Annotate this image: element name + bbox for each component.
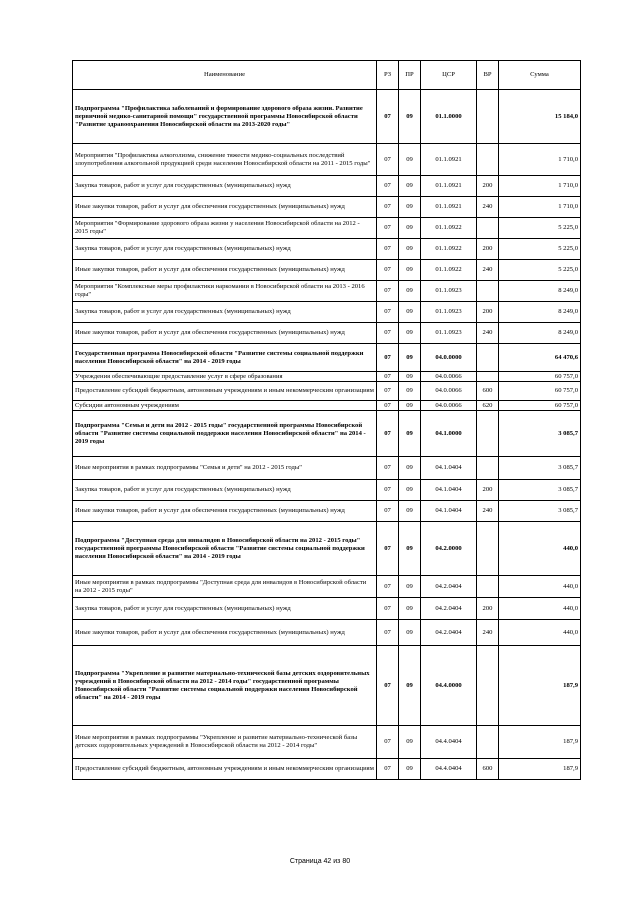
cell-sum: 1 710,0 — [499, 197, 581, 218]
cell-csr: 01.1.0000 — [421, 90, 477, 144]
cell-name: Предоставление субсидий бюджетным, автономным учреждениям и иным некоммерческим организациям — [73, 382, 377, 401]
table-row — [73, 90, 581, 144]
cell-pr: 09 — [399, 372, 421, 382]
cell-vr: 200 — [477, 480, 499, 501]
header-csr: ЦСР — [421, 61, 477, 90]
cell-vr — [477, 90, 499, 144]
cell-sum: 1 710,0 — [499, 144, 581, 176]
cell-vr — [477, 726, 499, 759]
cell-csr: 04.1.0404 — [421, 457, 477, 480]
cell-sum: 1 710,0 — [499, 176, 581, 197]
cell-csr: 01.1.0921 — [421, 144, 477, 176]
cell-vr — [477, 144, 499, 176]
cell-rz: 07 — [377, 176, 399, 197]
cell-sum: 8 249,0 — [499, 281, 581, 302]
cell-rz: 07 — [377, 401, 399, 411]
cell-sum: 5 225,0 — [499, 239, 581, 260]
cell-pr: 09 — [399, 302, 421, 323]
cell-rz: 07 — [377, 281, 399, 302]
cell-csr: 04.2.0404 — [421, 576, 477, 598]
cell-rz: 07 — [377, 480, 399, 501]
cell-csr: 04.0.0066 — [421, 372, 477, 382]
table-row — [73, 726, 581, 759]
cell-rz: 07 — [377, 576, 399, 598]
cell-name: Подпрограмма "Укрепление и развитие материально-технической базы детских оздоровительных учреждений в Новосибирской области на 2012 - 2014 годы" государственной программы Новосибирской области "Развитие системы социальной поддержки населения Новосибирской области" на 2014 - 2019 годы — [73, 646, 377, 726]
cell-pr: 09 — [399, 726, 421, 759]
cell-pr: 09 — [399, 598, 421, 620]
cell-sum: 187,9 — [499, 759, 581, 780]
table-row — [73, 576, 581, 598]
cell-name: Иные закупки товаров, работ и услуг для обеспечения государственных (муниципальных) нужд — [73, 323, 377, 344]
cell-pr: 09 — [399, 382, 421, 401]
cell-rz: 07 — [377, 372, 399, 382]
cell-csr: 01.1.0923 — [421, 323, 477, 344]
table-row — [73, 598, 581, 620]
cell-sum: 8 249,0 — [499, 323, 581, 344]
cell-name: Иные закупки товаров, работ и услуг для обеспечения государственных (муниципальных) нужд — [73, 501, 377, 522]
cell-csr: 04.0.0066 — [421, 401, 477, 411]
cell-rz: 07 — [377, 344, 399, 372]
table-row — [73, 480, 581, 501]
budget-table — [72, 60, 581, 780]
cell-vr: 240 — [477, 197, 499, 218]
cell-csr: 04.0.0000 — [421, 344, 477, 372]
cell-csr: 01.1.0923 — [421, 302, 477, 323]
cell-vr: 200 — [477, 302, 499, 323]
cell-vr: 620 — [477, 401, 499, 411]
cell-pr: 09 — [399, 344, 421, 372]
cell-pr: 09 — [399, 323, 421, 344]
cell-csr: 04.1.0404 — [421, 501, 477, 522]
cell-rz: 07 — [377, 726, 399, 759]
table-row — [73, 260, 581, 281]
header-sum: Сумма — [499, 61, 581, 90]
cell-name: Подпрограмма "Доступная среда для инвалидов в Новосибирской области на 2012 - 2015 годы" государственной программы Новосибирской области "Развитие системы социальной поддержки населения Новосибирской области" на 2014 - 2019 годы — [73, 522, 377, 576]
cell-vr — [477, 281, 499, 302]
cell-sum: 8 249,0 — [499, 302, 581, 323]
cell-name: Закупка товаров, работ и услуг для государственных (муниципальных) нужд — [73, 176, 377, 197]
cell-pr: 09 — [399, 176, 421, 197]
cell-name: Закупка товаров, работ и услуг для государственных (муниципальных) нужд — [73, 239, 377, 260]
cell-sum: 187,9 — [499, 726, 581, 759]
table-row — [73, 457, 581, 480]
cell-sum: 3 085,7 — [499, 501, 581, 522]
cell-vr — [477, 646, 499, 726]
cell-sum: 3 085,7 — [499, 480, 581, 501]
cell-sum: 440,0 — [499, 620, 581, 646]
cell-vr — [477, 218, 499, 239]
cell-sum: 5 225,0 — [499, 218, 581, 239]
cell-sum: 60 757,0 — [499, 401, 581, 411]
header-name: Наименование — [73, 61, 377, 90]
cell-rz: 07 — [377, 501, 399, 522]
cell-name: Мероприятия "Профилактика алкоголизма, снижение тяжести медико-социальных последствий злоупотребления алкогольной продукцией среди населения Новосибирской области на 2011 - 2015 годы" — [73, 144, 377, 176]
cell-name: Иные закупки товаров, работ и услуг для обеспечения государственных (муниципальных) нужд — [73, 197, 377, 218]
cell-csr: 04.0.0066 — [421, 382, 477, 401]
cell-name: Иные закупки товаров, работ и услуг для обеспечения государственных (муниципальных) нужд — [73, 260, 377, 281]
cell-rz: 07 — [377, 598, 399, 620]
cell-pr: 09 — [399, 197, 421, 218]
cell-name: Субсидии автономным учреждениям — [73, 401, 377, 411]
cell-name: Подпрограмма "Профилактика заболеваний и формирование здорового образа жизни. Развитие первичной медико-санитарной помощи" государственной программы Новосибирской области "Развитие здравоохранения Новосибирской области на 2013-2020 годы" — [73, 90, 377, 144]
cell-rz: 07 — [377, 457, 399, 480]
table-row — [73, 411, 581, 457]
cell-csr: 01.1.0921 — [421, 197, 477, 218]
cell-rz: 07 — [377, 302, 399, 323]
cell-pr: 09 — [399, 480, 421, 501]
cell-sum: 440,0 — [499, 598, 581, 620]
table-row — [73, 620, 581, 646]
header-pr: ПР — [399, 61, 421, 90]
cell-csr: 04.2.0404 — [421, 620, 477, 646]
cell-csr: 04.2.0000 — [421, 522, 477, 576]
cell-rz: 07 — [377, 218, 399, 239]
cell-pr: 09 — [399, 260, 421, 281]
cell-vr: 600 — [477, 382, 499, 401]
cell-sum: 15 184,0 — [499, 90, 581, 144]
cell-pr: 09 — [399, 646, 421, 726]
cell-vr — [477, 344, 499, 372]
cell-pr: 09 — [399, 239, 421, 260]
cell-pr: 09 — [399, 501, 421, 522]
cell-rz: 07 — [377, 620, 399, 646]
cell-csr: 01.1.0921 — [421, 176, 477, 197]
cell-pr: 09 — [399, 411, 421, 457]
cell-sum: 60 757,0 — [499, 372, 581, 382]
cell-sum: 3 085,7 — [499, 411, 581, 457]
cell-csr: 01.1.0923 — [421, 281, 477, 302]
cell-name: Иные мероприятия в рамках подпрограммы "Семья и дети" на 2012 - 2015 годы" — [73, 457, 377, 480]
cell-name: Предоставление субсидий бюджетным, автономным учреждениям и иным некоммерческим организациям — [73, 759, 377, 780]
cell-pr: 09 — [399, 401, 421, 411]
cell-vr: 240 — [477, 323, 499, 344]
table-row — [73, 759, 581, 780]
cell-sum: 440,0 — [499, 576, 581, 598]
cell-rz: 07 — [377, 144, 399, 176]
cell-sum: 3 085,7 — [499, 457, 581, 480]
cell-name: Подпрограмма "Семья и дети на 2012 - 2015 годы" государственной программы Новосибирской области "Развитие системы социальной поддержки населения Новосибирской области" на 2014 - 2019 годы — [73, 411, 377, 457]
cell-name: Закупка товаров, работ и услуг для государственных (муниципальных) нужд — [73, 302, 377, 323]
cell-csr: 04.1.0000 — [421, 411, 477, 457]
table-row — [73, 382, 581, 401]
table-row — [73, 197, 581, 218]
cell-pr: 09 — [399, 144, 421, 176]
cell-sum: 187,9 — [499, 646, 581, 726]
table-row — [73, 501, 581, 522]
cell-vr — [477, 411, 499, 457]
table-row — [73, 344, 581, 372]
cell-csr: 01.1.0922 — [421, 239, 477, 260]
cell-rz: 07 — [377, 260, 399, 281]
cell-pr: 09 — [399, 90, 421, 144]
cell-csr: 01.1.0922 — [421, 218, 477, 239]
table-header-row — [73, 61, 581, 90]
table-row — [73, 522, 581, 576]
cell-rz: 07 — [377, 239, 399, 260]
cell-csr: 04.1.0404 — [421, 480, 477, 501]
cell-rz: 07 — [377, 197, 399, 218]
cell-rz: 07 — [377, 646, 399, 726]
cell-rz: 07 — [377, 382, 399, 401]
header-vr: ВР — [477, 61, 499, 90]
cell-name: Учреждения обеспечивающие предоставление услуг в сфере образования — [73, 372, 377, 382]
cell-pr: 09 — [399, 522, 421, 576]
cell-sum: 60 757,0 — [499, 382, 581, 401]
cell-pr: 09 — [399, 457, 421, 480]
cell-name: Закупка товаров, работ и услуг для государственных (муниципальных) нужд — [73, 480, 377, 501]
cell-vr — [477, 457, 499, 480]
cell-vr — [477, 522, 499, 576]
cell-rz: 07 — [377, 411, 399, 457]
table-row — [73, 646, 581, 726]
cell-vr: 200 — [477, 239, 499, 260]
table-row — [73, 281, 581, 302]
table-row — [73, 176, 581, 197]
cell-name: Иные мероприятия в рамках подпрограммы "Доступная среда для инвалидов в Новосибирской области на 2012 - 2015 годы" — [73, 576, 377, 598]
cell-vr: 200 — [477, 598, 499, 620]
cell-vr: 240 — [477, 260, 499, 281]
cell-pr: 09 — [399, 281, 421, 302]
table-row — [73, 144, 581, 176]
cell-rz: 07 — [377, 522, 399, 576]
cell-pr: 09 — [399, 759, 421, 780]
cell-name: Иные мероприятия в рамках подпрограммы "Укрепление и развитие материально-технической базы детских оздоровительных учреждений в Новосибирской области на 2012 - 2014 годы" — [73, 726, 377, 759]
cell-pr: 09 — [399, 218, 421, 239]
cell-rz: 07 — [377, 759, 399, 780]
table-row — [73, 323, 581, 344]
cell-sum: 5 225,0 — [499, 260, 581, 281]
cell-name: Иные закупки товаров, работ и услуг для обеспечения государственных (муниципальных) нужд — [73, 620, 377, 646]
table-body — [73, 90, 581, 780]
cell-csr: 04.4.0404 — [421, 759, 477, 780]
cell-pr: 09 — [399, 620, 421, 646]
cell-name: Закупка товаров, работ и услуг для государственных (муниципальных) нужд — [73, 598, 377, 620]
cell-vr — [477, 372, 499, 382]
cell-rz: 07 — [377, 323, 399, 344]
cell-name: Государственная программа Новосибирской области "Развитие системы социальной поддержки населения Новосибирской области" на 2014 - 2019 годы — [73, 344, 377, 372]
cell-vr: 600 — [477, 759, 499, 780]
cell-csr: 04.2.0404 — [421, 598, 477, 620]
cell-sum: 64 470,6 — [499, 344, 581, 372]
cell-csr: 01.1.0922 — [421, 260, 477, 281]
cell-name: Мероприятия "Комплексные меры профилактики наркомании в Новосибирской области на 2013 - 2016 годы" — [73, 281, 377, 302]
table-row — [73, 239, 581, 260]
cell-vr: 240 — [477, 501, 499, 522]
table-row — [73, 372, 581, 382]
cell-name: Мероприятия "Формирование здорового образа жизни у населения Новосибирской области на 2012 - 2015 годы" — [73, 218, 377, 239]
cell-csr: 04.4.0000 — [421, 646, 477, 726]
header-rz: РЗ — [377, 61, 399, 90]
cell-csr: 04.4.0404 — [421, 726, 477, 759]
cell-vr: 240 — [477, 620, 499, 646]
table-row — [73, 218, 581, 239]
cell-vr: 200 — [477, 176, 499, 197]
page-number: Страница 42 из 80 — [289, 858, 351, 865]
cell-rz: 07 — [377, 90, 399, 144]
cell-vr — [477, 576, 499, 598]
cell-sum: 440,0 — [499, 522, 581, 576]
cell-pr: 09 — [399, 576, 421, 598]
table-row — [73, 401, 581, 411]
table-row — [73, 302, 581, 323]
